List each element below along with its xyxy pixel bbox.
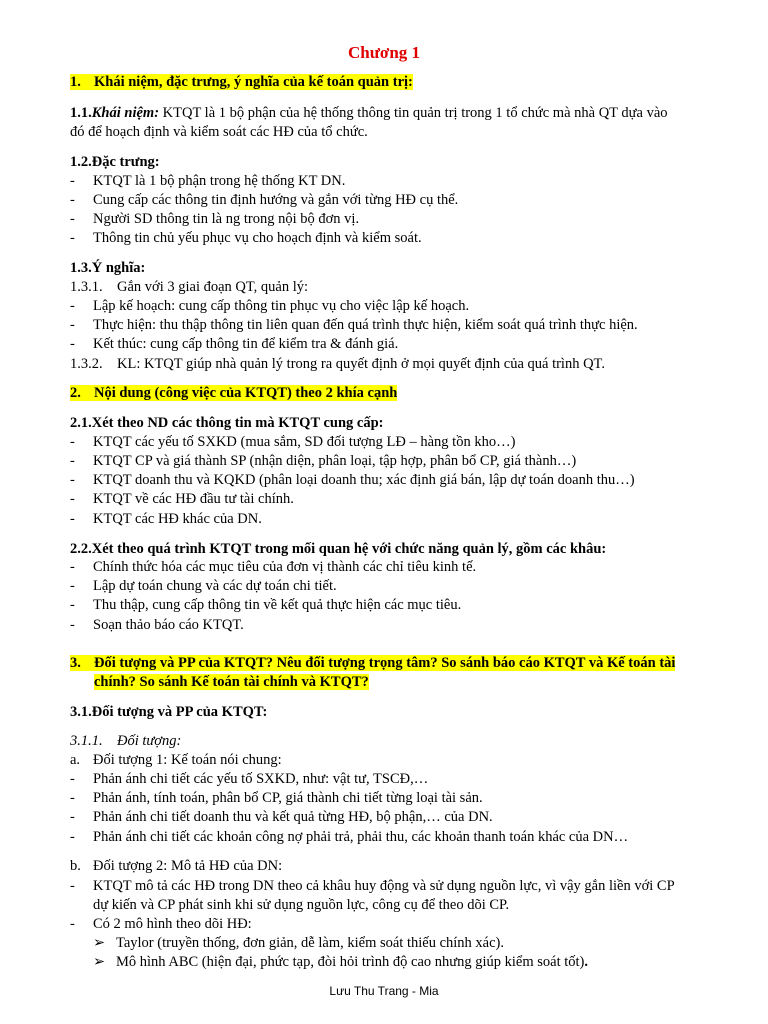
definition-cont: đó để hoạch định và kiểm soát các HĐ của tổ chức. (70, 124, 368, 140)
list-item: - Kết thúc: cung cấp thông tin để kiểm tra & đánh giá. (70, 336, 399, 352)
list-item: - Lập dự toán chung và các dự toán chi tiết. (70, 578, 337, 594)
list-item: - Cung cấp các thông tin định hướng và gắn với từng HĐ cụ thể. (70, 192, 459, 208)
subsection-3-1-1: 3.1.1. Đối tượng: (70, 733, 182, 749)
list-item: - KTQT các HĐ khác của DN. (70, 511, 262, 527)
list-item: - Phản ánh chi tiết các khoản công nợ phải trả, phải thu, các khoản thanh toán khác của DN… (70, 829, 629, 845)
list-item: - Phản ánh, tính toán, phân bổ CP, giá thành chi tiết từng loại tài sản. (70, 790, 483, 806)
list-item: - KTQT là 1 bộ phận trong hệ thống KT DN. (70, 173, 346, 189)
page-footer: Lưu Thu Trang - Mia (329, 984, 439, 998)
subsection-1-3-1: 1.3.1. Gắn với 3 giai đoạn QT, quản lý: (70, 279, 309, 295)
meaning-heading: 1.3.Ý nghĩa: (70, 260, 146, 276)
item-a-title: a. Đối tượng 1: Kế toán nói chung: (70, 752, 282, 768)
list-item: - Người SD thông tin là ng trong nội bộ đơn vị. (70, 211, 360, 227)
section-3-heading-cont: chính? So sánh Kế toán tài chính và KTQT? (94, 674, 369, 690)
list-item: - Soạn thảo báo cáo KTQT. (70, 617, 244, 633)
model-item: ➢ Taylor (truyền thống, đơn giản, dễ làm, kiểm soát thiếu chính xác). (93, 935, 504, 951)
section-2-heading: 2. Nội dung (công việc của KTQT) theo 2 khía cạnh (70, 385, 398, 401)
list-item: - Chính thức hóa các mục tiêu của đơn vị thành các chỉ tiêu kinh tế. (70, 559, 477, 575)
list-item: - Lập kế hoạch: cung cấp thông tin phục vụ cho việc lập kế hoạch. (70, 298, 470, 314)
item-b-title: b. Đối tượng 2: Mô tả HĐ của DN: (70, 858, 283, 874)
definition: 1.1.Khái niệm: KTQT là 1 bộ phận của hệ thống thông tin quản trị trong 1 tổ chức mà nhà QT dựa vào (70, 105, 668, 121)
list-item: - KTQT về các HĐ đầu tư tài chính. (70, 491, 294, 507)
chapter-title: Chương 1 (347, 43, 421, 62)
list-item: - KTQT doanh thu và KQKD (phân loại doanh thu; xác định giá bán, lập dự toán doanh thu…) (70, 472, 635, 488)
list-item: - Phản ánh chi tiết các yếu tố SXKD, như: vật tư, TSCĐ,… (70, 771, 429, 787)
list-item: - Thu thập, cung cấp thông tin về kết quả thực hiện các mục tiêu. (70, 597, 462, 613)
subsection-2-1-heading: 2.1.Xét theo ND các thông tin mà KTQT cung cấp: (70, 415, 384, 431)
section-1-heading: 1. Khái niệm, đặc trưng, ý nghĩa của kế toán quản trị: (70, 74, 413, 90)
list-item: - Thông tin chủ yếu phục vụ cho hoạch định và kiểm soát. (70, 230, 422, 246)
list-item-cont: dự kiến và CP phát sinh khi sử dụng nguồn lực, công cụ để theo dõi CP. (93, 897, 510, 913)
subsection-3-1-heading: 3.1.Đối tượng và PP của KTQT: (70, 704, 268, 720)
features-heading: 1.2.Đặc trưng: (70, 154, 160, 170)
list-item: - Phản ánh chi tiết doanh thu và kết quả từng HĐ, bộ phận,… của DN. (70, 809, 493, 825)
subsection-1-3-2: 1.3.2. KL: KTQT giúp nhà quản lý trong ra quyết định ở mọi quyết định của quá trình QT. (70, 356, 605, 372)
subsection-2-2-heading: 2.2.Xét theo quá trình KTQT trong mối quan hệ với chức năng quản lý, gồm các khâu: (70, 541, 607, 557)
list-item: - KTQT CP và giá thành SP (nhận diện, phân loại, tập hợp, phân bổ CP, giá thành…) (70, 453, 577, 469)
list-item: - KTQT các yếu tố SXKD (mua sắm, SD đối tượng LĐ – hàng tồn kho…) (70, 434, 516, 450)
section-3-heading: 3. Đối tượng và PP của KTQT? Nêu đối tượng trọng tâm? So sánh báo cáo KTQT và Kế toán tài (70, 655, 676, 671)
list-item: - KTQT mô tả các HĐ trong DN theo cả khâu huy động và sử dụng nguồn lực, vì vậy gắn liền với CP (70, 878, 675, 894)
list-item: - Có 2 mô hình theo dõi HĐ: (70, 916, 252, 932)
model-item: ➢ Mô hình ABC (hiện đại, phức tạp, đòi hỏi trình độ cao nhưng giúp kiểm soát tốt). (93, 954, 589, 970)
list-item: - Thực hiện: thu thập thông tin liên quan đến quá trình thực hiện, kiểm soát quá trình thực hiện. (70, 317, 638, 333)
